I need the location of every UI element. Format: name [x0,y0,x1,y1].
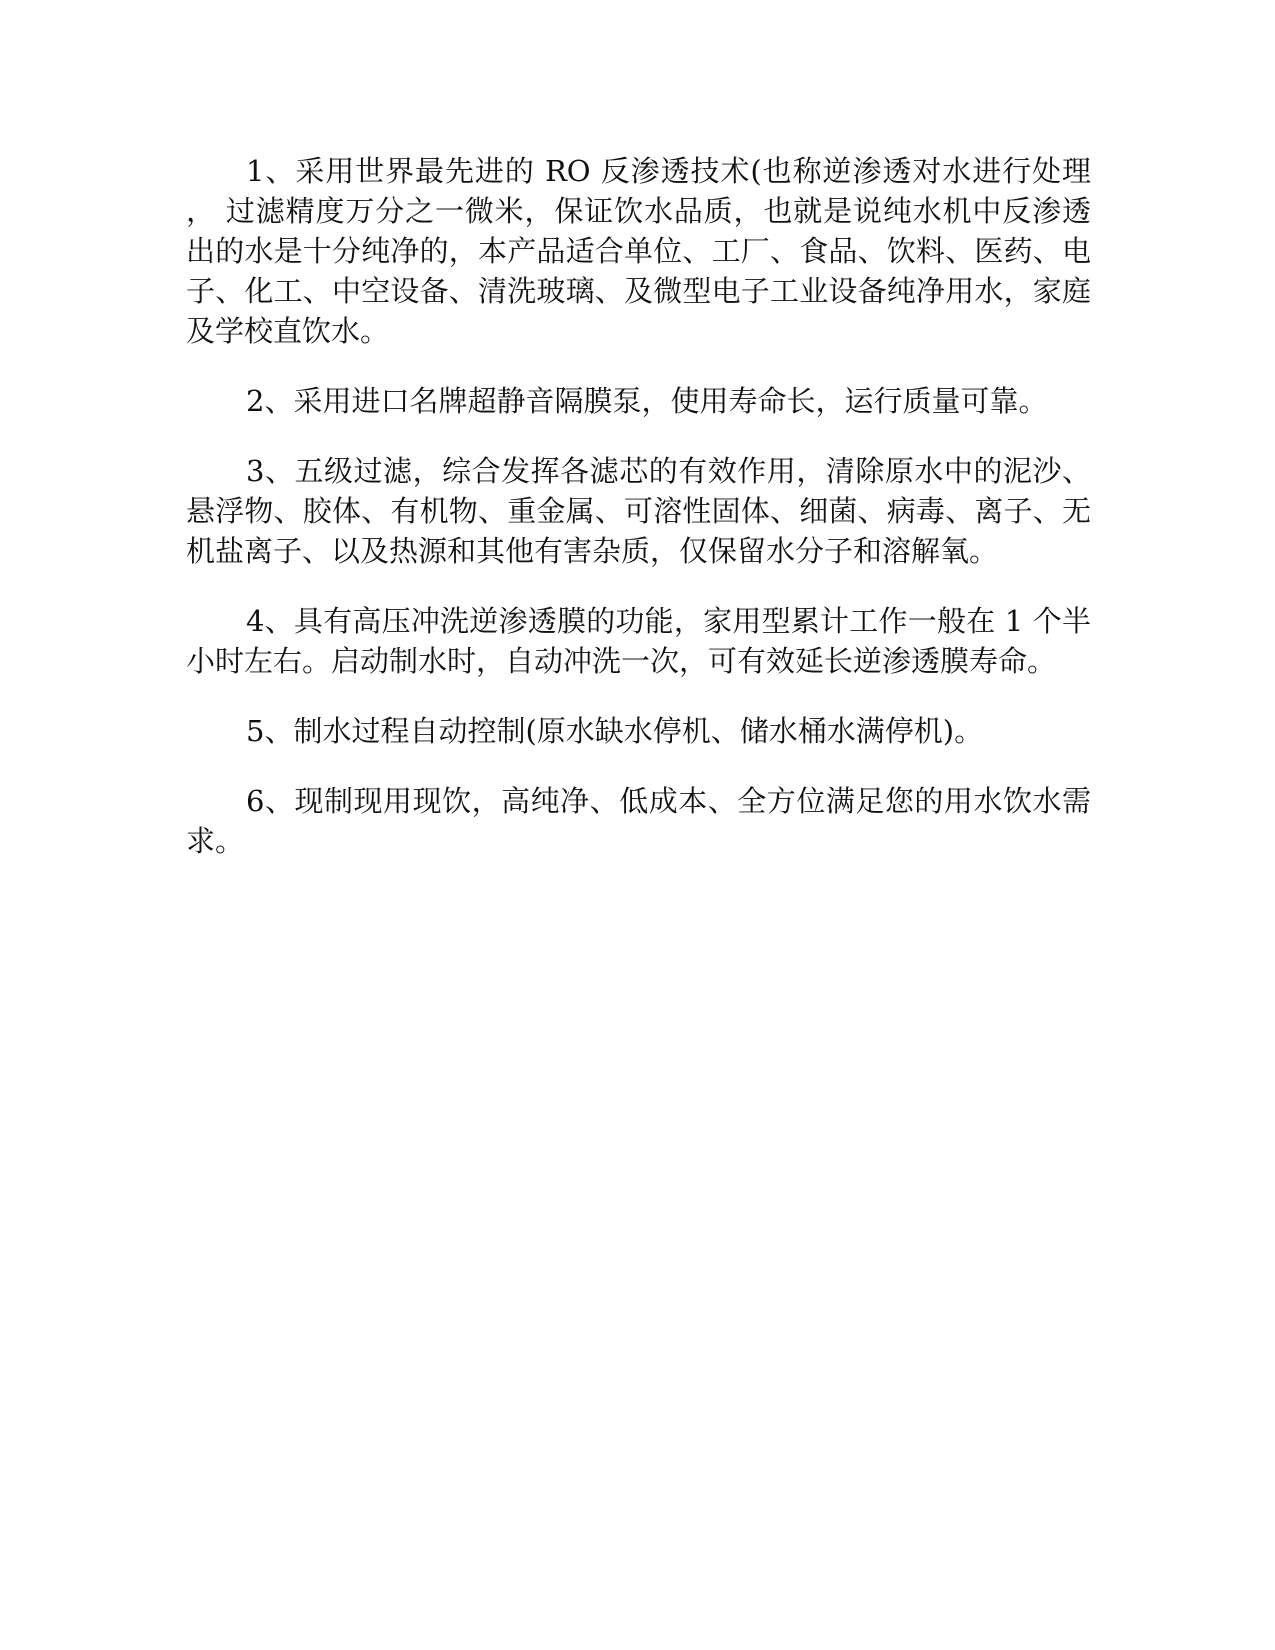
document-body [186,151,1091,891]
paragraph-2: 2、采用进口名牌超静音隔膜泵，使用寿命长，运行质量可靠。 [246,384,1048,418]
paragraph-3: 3、五级过滤，综合发挥各滤芯的有效作用，清除原水中的泥沙、悬浮物、胶体、有机物、重金属、可溶性固体、细菌、病毒、离子、无机盐离子、以及热源和其他有害杂质，仅保留水分子和溶解氧。 [186,454,1091,568]
paragraph-1: 1、采用世界最先进的 RO 反渗透技术(也称逆渗透对水进行处理， 过滤精度万分之一微米，保证饮水品质，也就是说纯水机中反渗透出的水是十分纯净的，本产品适合单位、工厂、食品、饮料、医药、电子、化工、中空设备、清洗玻璃、及微型电子工业设备纯净用水，家庭及学校直饮水。 [186,154,1091,348]
paragraph-4: 4、具有高压冲洗逆渗透膜的功能，家用型累计工作一般在 1 个半小时左右。启动制水时，自动冲洗一次，可有效延长逆渗透膜寿命。 [186,604,1091,678]
paragraph-5: 5、制水过程自动控制(原水缺水停机、储水桶水满停机)。 [246,714,984,748]
paragraph-6: 6、现制现用现饮，高纯净、低成本、全方位满足您的用水饮水需求。 [186,784,1091,858]
